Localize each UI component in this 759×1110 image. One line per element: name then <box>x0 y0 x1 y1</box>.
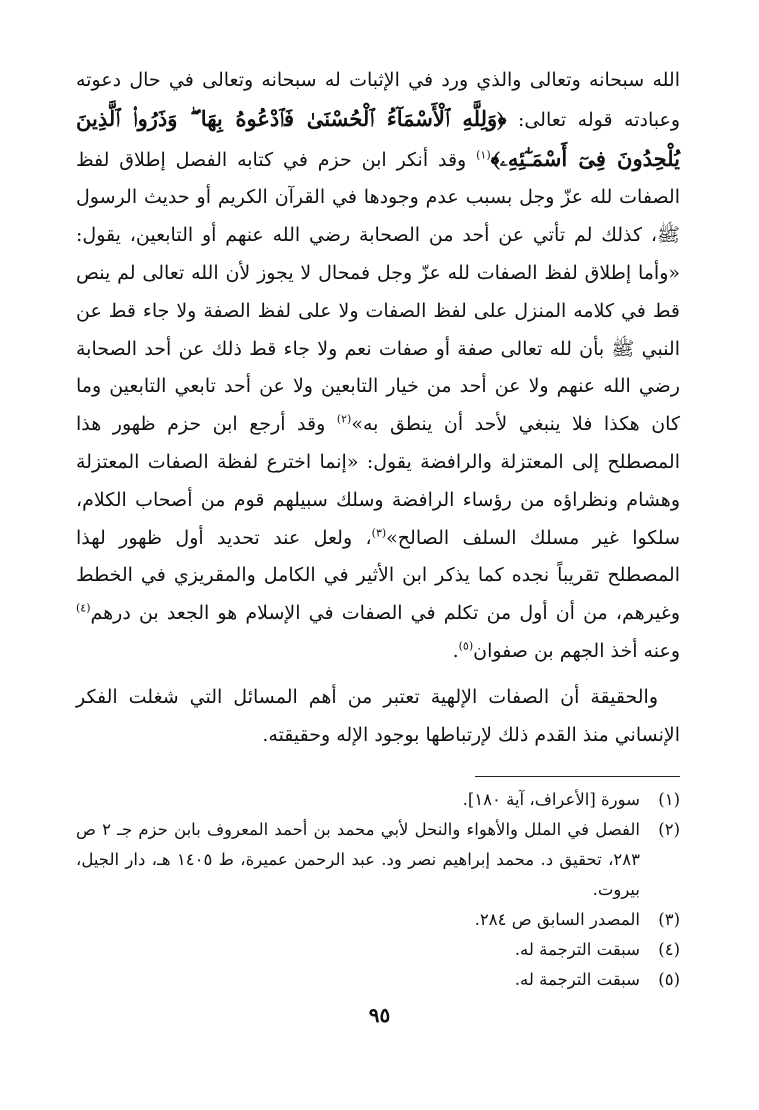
quran-verse: ﴿وَلِلَّهِ ٱلْأَسْمَآءُ ٱلْحُسْنَىٰ فَٱدْعُوهُ بِهَا ۖ وَذَرُوا۟ ٱلَّذِينَ يُلْحِدُونَ فِىٓ أَسْمَـٰٓئِهِۦ﴾ <box>76 105 680 171</box>
footnote-item <box>76 905 680 935</box>
main-text <box>76 62 680 754</box>
paragraph-2: والحقيقة أن الصفات الإلهية تعتبر من أهم المسائل التي شغلت الفكر الإنساني منذ القدم ذلك لإرتباطها بوجود الإله وحقيقته. <box>76 685 680 746</box>
paragraph-1 <box>76 62 680 671</box>
footnote-ref-4: (٤) <box>76 601 91 615</box>
paragraph-1-text-a: الله سبحانه وتعالى والذي ورد في الإثبات له سبحانه وتعالى في حال دعوته وعبادته قوله تعالى: <box>76 69 680 131</box>
footnote-item <box>76 815 680 905</box>
footnote-item <box>76 965 680 995</box>
paragraph-1-text-c: وقد أرجع ابن حزم ظهور هذا المصطلح إلى المعتزلة والرافضة يقول: «إنما اخترع لفظة الصفات المعتزلة وهشام ونظراؤه من رؤساء الرافضة وسلك سبيلهم قوم من أصحاب الكلام، سلكوا غير مسلك السلف الصالح» <box>76 413 680 549</box>
footnote-ref-1: (١) <box>476 148 491 162</box>
document-page <box>76 62 680 1082</box>
paragraph-1-text-b: وقد أنكر ابن حزم في كتابه الفصل إطلاق لفظ الصفات لله عزّ وجل بسبب عدم وجودها في القرآن الكريم أو حديث الرسول ﷺ، كذلك لم تأتي عن أحد من الصحابة رضي الله عنهم أو التابعين، يقول: «وأما إطلاق لفظ الصفات لله عزّ وجل فمحال لا يجوز لأن الله تعالى لم ينص قط في كلامه المنزل على لفظ الصفات ولا على لفظ الصفة ولا جاء قط عن النبي ﷺ بأن لله تعالى صفة أو صفات نعم ولا جاء قط ذلك عن أحد الصحابة رضي الله عنهم ولا عن أحد من خيار التابعين ولا عن أحد تابعي التابعين وما كان هكذا فلا ينبغي لأحد أن ينطق به» <box>76 148 681 436</box>
footnote-text: سورة [الأعراف، آية ١٨٠]. <box>462 790 640 810</box>
paragraph-1-text-f: . <box>452 639 459 662</box>
footnote-number: (٤) <box>658 940 680 960</box>
footnote-number: (٢) <box>658 820 680 840</box>
footnote-ref-3: (٣) <box>371 526 387 540</box>
footnotes <box>76 785 680 995</box>
footnote-text: المصدر السابق ص ٢٨٤. <box>474 910 640 930</box>
footnote-item <box>76 935 680 965</box>
footnote-number: (٥) <box>658 970 680 990</box>
footnote-ref-5: (٥) <box>458 639 474 653</box>
page-number: ٩٥ <box>368 1003 391 1027</box>
footnote-number: (١) <box>658 790 680 810</box>
footnote-number: (٣) <box>658 910 680 930</box>
footnote-text: الفصل في الملل والأهواء والنحل لأبي محمد بن أحمد المعروف بابن حزم جـ ٢ ص ٢٨٣، تحقيق د. محمد إبراهيم نصر ود. عبد الرحمن عميرة، ط ١٤٠٥ هـ، دار الجيل، بيروت. <box>76 820 640 900</box>
footnote-text: سبقت الترجمة له. <box>514 940 640 960</box>
footnote-ref-2: (٢) <box>336 412 352 426</box>
footnote-item <box>76 785 680 815</box>
paragraph-1-text-d: ، ولعل عند تحديد أول ظهور لهذا المصطلح تقريباً نجده كما يذكر ابن الأثير في الكامل والمقريزي في الخطط وغيرهم، من أن أول من تكلم في الصفات في الإسلام هو الجعد بن درهم <box>76 526 680 625</box>
paragraph-1-text-e: وعنه أخذ الجهم بن صفوان <box>473 639 680 662</box>
footnote-text: سبقت الترجمة له. <box>514 970 640 990</box>
footnote-divider <box>475 776 680 777</box>
